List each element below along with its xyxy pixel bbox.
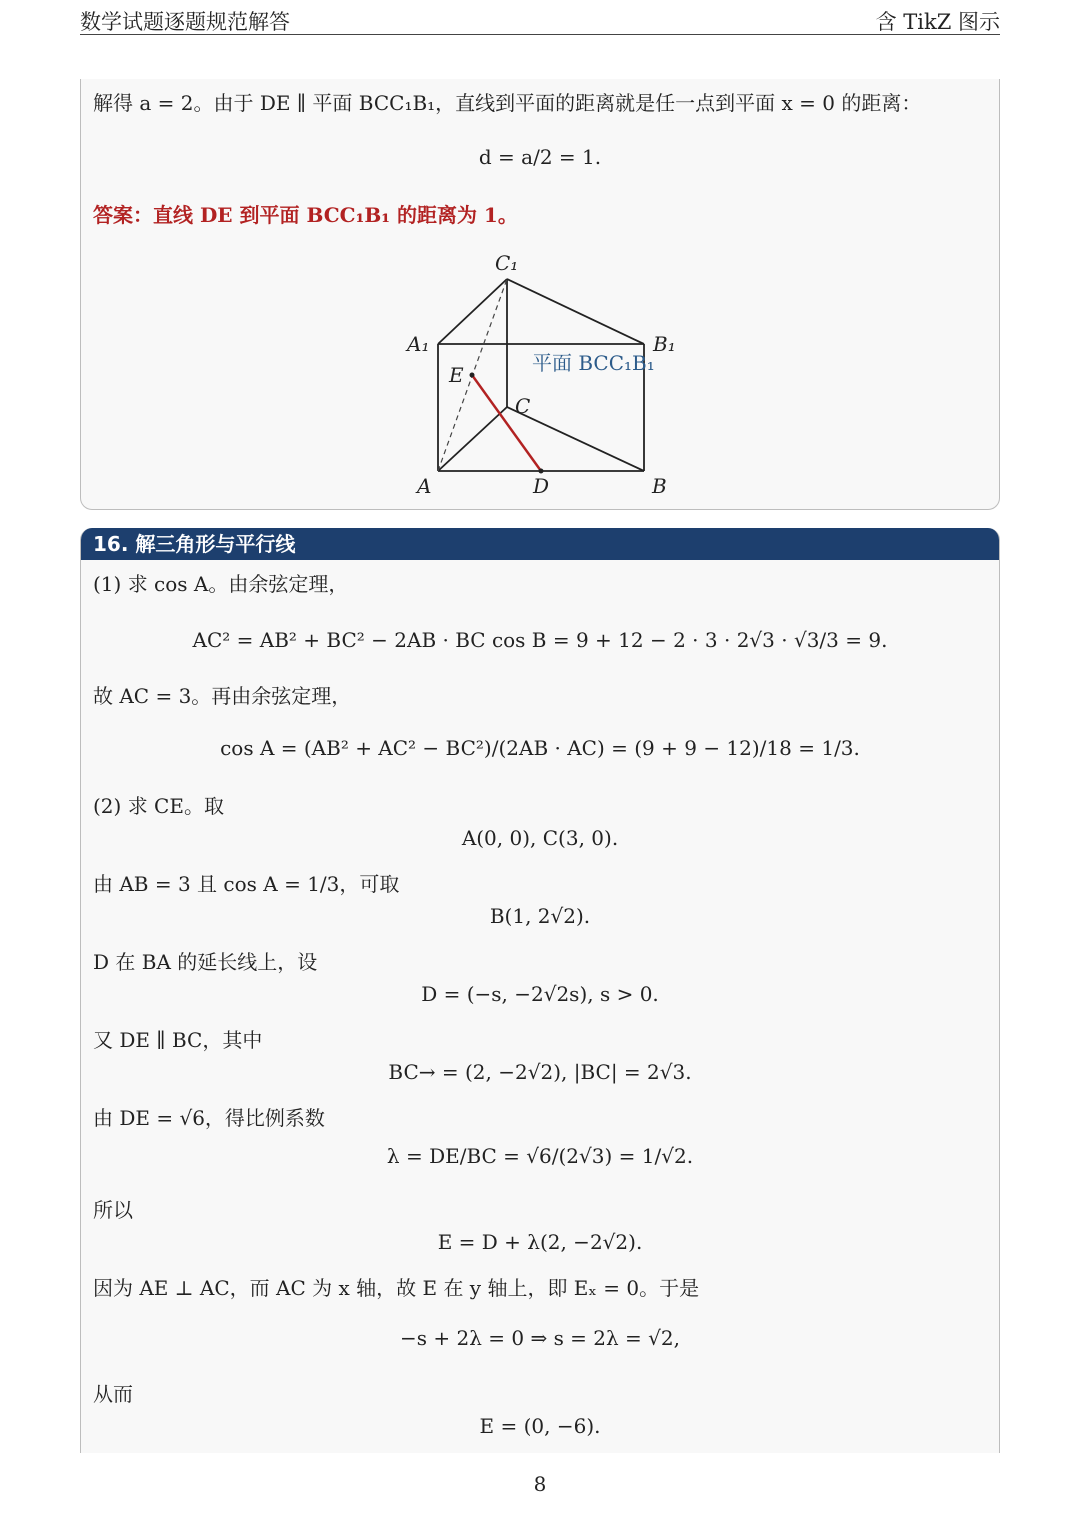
equation-ac-squared: AC² = AB² + BC² − 2AB · BC cos B = 9 + 12 − 2 · 3 · 2√3 · √3/3 = 9. bbox=[192, 628, 888, 652]
label-D: D bbox=[533, 474, 550, 498]
part1-heading: (1) 求 cos A。由余弦定理， bbox=[93, 572, 349, 596]
lambda-line: 由 DE = √6，得比例系数 bbox=[93, 1106, 325, 1130]
equation-cos-a: cos A = (AB² + AC² − BC²)/(2AB · AC) = (9 + 9 − 12)/18 = 1/3. bbox=[220, 736, 860, 760]
page-header bbox=[80, 4, 1000, 35]
because-line: 因为 AE ⊥ AC，而 AC 为 x 轴，故 E 在 y 轴上，即 Eₓ = 0。于是 bbox=[93, 1276, 700, 1300]
hence-line: 从而 bbox=[93, 1382, 133, 1406]
header-title: 数学试题逐题规范解答 bbox=[80, 10, 290, 34]
ac-result-line: 故 AC = 3。再由余弦定理， bbox=[93, 684, 352, 708]
point-D bbox=[539, 469, 544, 474]
equation-point-b: B(1, 2√2). bbox=[489, 904, 591, 928]
label-A1: A₁ bbox=[407, 332, 430, 356]
previous-solution-box bbox=[80, 79, 1000, 510]
equation-s: −s + 2λ = 0 ⇒ s = 2λ = √2, bbox=[400, 1326, 680, 1350]
point-E bbox=[470, 373, 475, 378]
answer-line: 答案：直线 DE 到平面 BCC₁B₁ 的距离为 1。 bbox=[93, 203, 518, 227]
part2-heading: (2) 求 CE。取 bbox=[93, 794, 224, 818]
header-note: 含 TikZ 图示 bbox=[875, 10, 1000, 34]
de-parallel-line: 又 DE ∥ BC，其中 bbox=[93, 1028, 263, 1052]
distance-equation: d = a/2 = 1. bbox=[478, 145, 602, 169]
problem-title: 16. 解三角形与平行线 bbox=[81, 528, 999, 560]
ab-line: 由 AB = 3 且 cos A = 1/3，可取 bbox=[93, 872, 400, 896]
edge-A-C bbox=[438, 407, 507, 471]
equation-point-d: D = (−s, −2√2s), s > 0. bbox=[421, 982, 659, 1006]
label-C: C bbox=[515, 394, 531, 418]
label-C1: C₁ bbox=[495, 251, 519, 275]
label-A: A bbox=[417, 474, 432, 498]
problem-16-box bbox=[80, 528, 1000, 1453]
solution-line: 解得 a = 2。由于 DE ∥ 平面 BCC₁B₁，直线到平面的距离就是任一点到平面 x = 0 的距离： bbox=[93, 91, 922, 115]
plane-label: 平面 BCC₁B₁ bbox=[532, 351, 655, 375]
label-B: B bbox=[652, 474, 667, 498]
d-line: D 在 BA 的延长线上，设 bbox=[93, 950, 318, 974]
edge-B1-C1 bbox=[507, 279, 644, 344]
label-B1: B₁ bbox=[653, 332, 676, 356]
prism-figure bbox=[81, 239, 999, 509]
edge-A1-C1 bbox=[438, 279, 507, 344]
label-E: E bbox=[449, 363, 464, 387]
equation-lambda: λ = DE/BC = √6/(2√3) = 1/√2. bbox=[386, 1144, 694, 1168]
so-line: 所以 bbox=[93, 1198, 133, 1222]
equation-e-expression: E = D + λ(2, −2√2). bbox=[437, 1230, 643, 1254]
page-number: 8 bbox=[533, 1472, 547, 1496]
equation-points-a-c: A(0, 0), C(3, 0). bbox=[461, 826, 619, 850]
equation-e-result: E = (0, −6). bbox=[479, 1414, 601, 1438]
equation-vector-bc: BC→ = (2, −2√2), |BC| = 2√3. bbox=[388, 1060, 692, 1084]
